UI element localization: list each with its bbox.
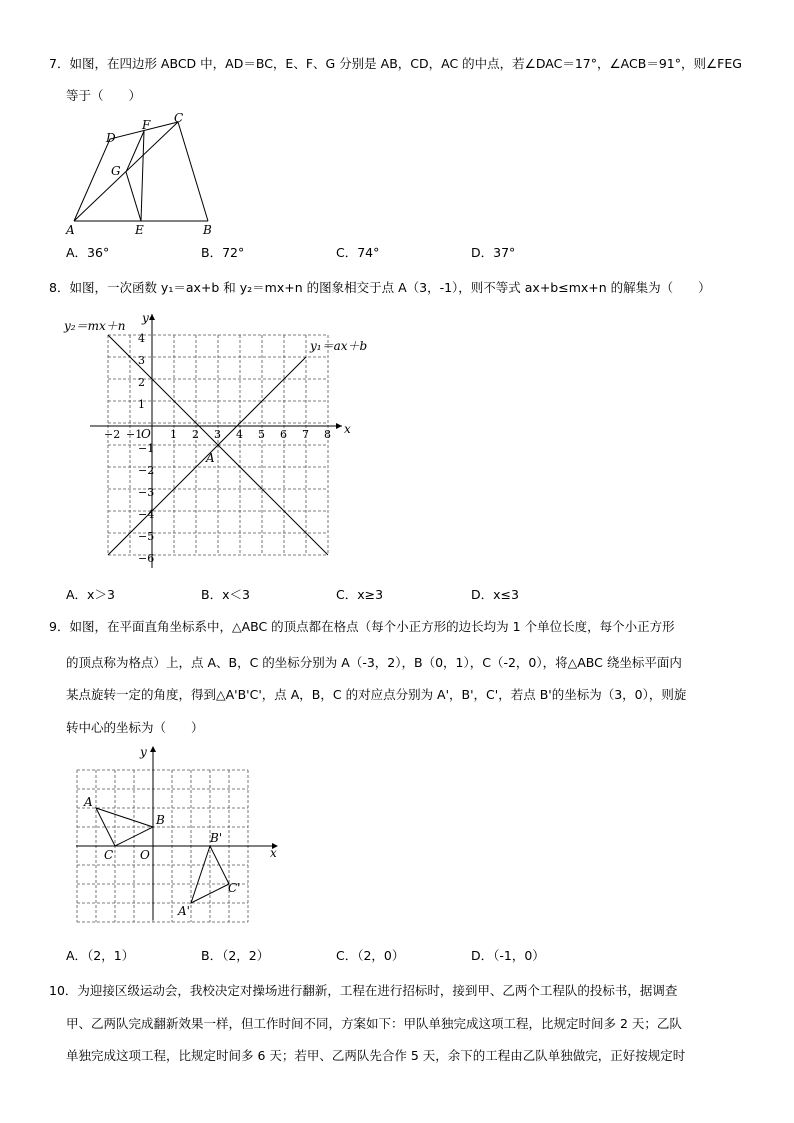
q8-options xyxy=(66,585,686,603)
q8-option-b[interactable]: B．x＜3 xyxy=(201,587,250,602)
q8-option-c[interactable]: C．x≥3 xyxy=(336,587,384,602)
q8-axis-y-label: y xyxy=(142,311,149,325)
q8-x-tick: 4 xyxy=(236,428,243,441)
q7-options xyxy=(66,243,686,261)
q9-label-C1: C' xyxy=(228,881,241,895)
q7-label-E: E xyxy=(135,223,144,237)
q8-point-A-label: A xyxy=(206,451,215,465)
q8-function-graph xyxy=(60,310,370,578)
q8-axis-x-label: x xyxy=(344,422,351,436)
q8-y-tick: 3 xyxy=(138,354,145,367)
q9-label-B: B xyxy=(156,813,165,827)
q8-label-y2: y₂＝mx＋n xyxy=(64,319,126,333)
q7-label-G: G xyxy=(111,164,121,178)
q9-rotation-graph xyxy=(70,742,290,927)
q8-x-tick: −2 xyxy=(104,428,121,441)
q8-x-tick: −1 xyxy=(126,428,143,441)
q8-y-tick: −1 xyxy=(138,442,155,455)
q8-option-a[interactable]: A．x＞3 xyxy=(66,587,115,602)
q7-label-A: A xyxy=(66,223,75,237)
q9-label-C: C xyxy=(104,848,114,862)
q8-x-tick: 8 xyxy=(324,428,331,441)
q9-option-b[interactable]: B．（2，2） xyxy=(201,948,270,963)
q8-x-tick: 2 xyxy=(192,428,199,441)
q8-y-tick: −6 xyxy=(138,552,155,565)
q8-y-tick: −5 xyxy=(138,530,155,543)
q9-label-A: A xyxy=(84,795,93,809)
q7-stem-line1: 7．如图，在四边形 ABCD 中，AD＝BC，E、F、G 分别是 AB，CD，AC 的中点，若∠DAC＝17°，∠ACB＝91°，则∠FEG xyxy=(49,56,742,71)
q9-axis-x-label: x xyxy=(270,846,277,860)
q9-stem-line2: 的顶点称为格点）上，点 A、B，C 的坐标分别为 A（-3，2），B（0，1），C（-2，0），将△ABC 绕坐标平面内 xyxy=(66,655,682,670)
q9-stem-line1: 9．如图，在平面直角坐标系中，△ABC 的顶点都在格点（每个小正方形的边长均为 1 个单位长度，每个小正方形 xyxy=(49,619,675,634)
q10-stem-line3: 单独完成这项工程，比规定时间多 6 天；若甲、乙两队先合作 5 天，余下的工程由乙队单独做完，正好按规定时 xyxy=(66,1048,686,1063)
q8-x-tick: 6 xyxy=(280,428,287,441)
q10-stem-line1: 10．为迎接区级运动会，我校决定对操场进行翻新，工程在进行招标时，接到甲、乙两个工程队的投标书，据调查 xyxy=(49,983,678,998)
q7-label-F: F xyxy=(142,118,151,132)
q9-stem-line3: 某点旋转一定的角度，得到△A'B'C'，点 A，B，C 的对应点分别为 A'，B'，C'，若点 B'的坐标为（3，0），则旋 xyxy=(66,687,687,702)
q8-option-d[interactable]: D．x≤3 xyxy=(471,587,519,602)
q8-y-tick: −2 xyxy=(138,464,155,477)
q9-option-a[interactable]: A．（2，1） xyxy=(66,948,135,963)
q8-y-tick: 1 xyxy=(138,398,145,411)
q7-label-B: B xyxy=(203,223,212,237)
q9-label-A1: A' xyxy=(178,904,190,918)
q8-stem-line1: 8．如图，一次函数 y₁＝ax+b 和 y₂＝mx+n 的图象相交于点 A（3，-1），则不等式 ax+b≤mx+n 的解集为（ ） xyxy=(49,280,711,295)
q9-option-c[interactable]: C．（2，0） xyxy=(336,948,405,963)
q9-option-d[interactable]: D．（-1，0） xyxy=(471,948,545,963)
q8-label-y1: y₁＝ax＋b xyxy=(310,339,368,353)
q7-option-a[interactable]: A．36° xyxy=(66,245,110,260)
q8-y-tick: 2 xyxy=(138,376,145,389)
q8-x-tick: 5 xyxy=(258,428,265,441)
q9-triangle-a1b1c1 xyxy=(191,846,229,903)
q8-x-tick: 7 xyxy=(302,428,309,441)
q7-label-D: D xyxy=(106,131,116,145)
q8-y-tick: 4 xyxy=(138,332,145,345)
q7-stem-line2: 等于（ ） xyxy=(66,88,142,103)
q8-y-tick: −3 xyxy=(138,486,155,499)
q9-stem-line4: 转中心的坐标为（ ） xyxy=(66,720,204,735)
q7-option-c[interactable]: C．74° xyxy=(336,245,380,260)
q9-origin-label: O xyxy=(140,848,150,862)
q10-stem-line2: 甲、乙两队完成翻新效果一样，但工作时间不同，方案如下：甲队单独完成这项工程，比规定时间多 2 天；乙队 xyxy=(66,1016,682,1031)
q8-y-tick: −4 xyxy=(138,508,155,521)
q7-label-C: C xyxy=(174,112,184,125)
q7-option-b[interactable]: B．72° xyxy=(201,245,245,260)
q8-x-tick: 1 xyxy=(170,428,177,441)
q7-option-d[interactable]: D．37° xyxy=(471,245,516,260)
q8-x-tick: 3 xyxy=(214,428,221,441)
q9-label-B1: B' xyxy=(210,831,223,845)
q8-origin-label: O xyxy=(141,427,151,441)
q9-axis-y-label: y xyxy=(140,745,147,759)
q9-options xyxy=(66,946,686,964)
q7-quadrilateral-figure xyxy=(60,112,230,237)
